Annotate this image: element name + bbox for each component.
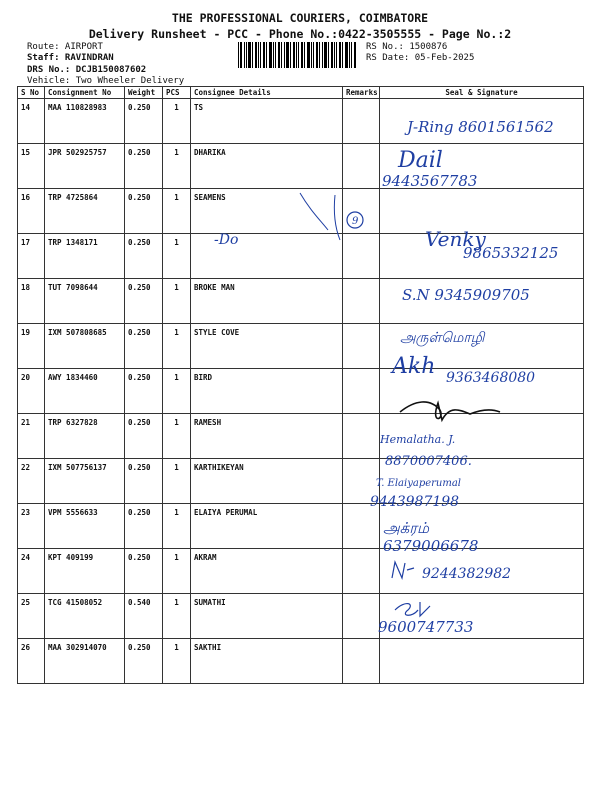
cell-sno: 22 bbox=[18, 459, 45, 504]
cell-weight: 0.250 bbox=[125, 369, 163, 414]
cell-signature bbox=[380, 324, 584, 369]
cell-remarks bbox=[343, 549, 380, 594]
cell-signature bbox=[380, 504, 584, 549]
cell-signature bbox=[380, 99, 584, 144]
drs-number: DRS No.: DCJB150087602 bbox=[27, 65, 147, 75]
signature-row14: J-Ring 8601561562 bbox=[407, 118, 554, 136]
ditto-mark-row17: -Do bbox=[214, 232, 239, 248]
cell-pcs: 1 bbox=[163, 549, 191, 594]
cell-signature bbox=[380, 234, 584, 279]
cell-remarks bbox=[343, 504, 380, 549]
cell-consignment: IXM 507808685 bbox=[45, 324, 125, 369]
cell-consignee: RAMESH bbox=[191, 414, 343, 459]
cell-consignment: AWY 1834460 bbox=[45, 369, 125, 414]
cell-sno: 16 bbox=[18, 189, 45, 234]
cell-pcs: 1 bbox=[163, 459, 191, 504]
cell-pcs: 1 bbox=[163, 144, 191, 189]
signature-row22: Hemalatha. J. bbox=[380, 433, 456, 446]
cell-pcs: 1 bbox=[163, 639, 191, 684]
cell-remarks bbox=[343, 459, 380, 504]
cell-consignment: TRP 4725864 bbox=[45, 189, 125, 234]
cell-consignee: BIRD bbox=[191, 369, 343, 414]
table-row bbox=[18, 639, 584, 684]
signature-row26-phone: 9600747733 bbox=[378, 618, 474, 636]
company-title: THE PROFESSIONAL COURIERS, COIMBATORE bbox=[171, 11, 429, 25]
cell-consignee: DHARIKA bbox=[191, 144, 343, 189]
cell-signature bbox=[380, 549, 584, 594]
route-label: Route: AIRPORT bbox=[27, 42, 103, 52]
signature-row23-phone: 9443987198 bbox=[370, 494, 460, 510]
cell-signature bbox=[380, 414, 584, 459]
cell-consignment: VPM 5556633 bbox=[45, 504, 125, 549]
table-row bbox=[18, 459, 584, 504]
cell-pcs: 1 bbox=[163, 594, 191, 639]
signature-row24: அக்ரம் bbox=[383, 519, 430, 537]
table-row bbox=[18, 504, 584, 549]
cell-weight: 0.250 bbox=[125, 234, 163, 279]
table-row bbox=[18, 549, 584, 594]
cell-weight: 0.250 bbox=[125, 459, 163, 504]
runsheet-table bbox=[17, 86, 584, 684]
barcode-image bbox=[238, 42, 356, 68]
cell-signature bbox=[380, 144, 584, 189]
signature-row17-phone: 9865332125 bbox=[463, 244, 559, 262]
cell-signature bbox=[380, 594, 584, 639]
table-row bbox=[18, 279, 584, 324]
signature-row21-name: Akh bbox=[392, 354, 436, 379]
cell-remarks bbox=[343, 369, 380, 414]
cell-consignment: TRP 6327828 bbox=[45, 414, 125, 459]
cell-consignee: TS bbox=[191, 99, 343, 144]
cell-weight: 0.250 bbox=[125, 189, 163, 234]
cell-remarks bbox=[343, 639, 380, 684]
table-row bbox=[18, 99, 584, 144]
signature-row19: S.N 9345909705 bbox=[402, 286, 530, 304]
cell-pcs: 1 bbox=[163, 279, 191, 324]
cell-sno: 15 bbox=[18, 144, 45, 189]
header-signature: Seal & Signature bbox=[380, 87, 584, 99]
cell-pcs: 1 bbox=[163, 189, 191, 234]
cell-sno: 24 bbox=[18, 549, 45, 594]
cell-signature bbox=[380, 279, 584, 324]
cell-remarks bbox=[343, 189, 380, 234]
cell-consignment: KPT 409199 bbox=[45, 549, 125, 594]
signature-row22-phone: 8870007406. bbox=[385, 454, 472, 469]
cell-consignee: STYLE COVE bbox=[191, 324, 343, 369]
cell-remarks bbox=[343, 279, 380, 324]
cell-consignment: MAA 110828983 bbox=[45, 99, 125, 144]
cell-remarks bbox=[343, 324, 380, 369]
cell-remarks bbox=[343, 144, 380, 189]
table-row bbox=[18, 414, 584, 459]
cell-pcs: 1 bbox=[163, 324, 191, 369]
cell-sno: 26 bbox=[18, 639, 45, 684]
cell-weight: 0.540 bbox=[125, 594, 163, 639]
signature-row25-phone: 9244382982 bbox=[422, 566, 512, 582]
cell-weight: 0.250 bbox=[125, 324, 163, 369]
signature-row23: T. Elaiyaperumal bbox=[376, 478, 462, 489]
cell-weight: 0.250 bbox=[125, 144, 163, 189]
cell-consignee: ELAIYA PERUMAL bbox=[191, 504, 343, 549]
runsheet-subtitle: Delivery Runsheet - PCC - Phone No.:0422-3505555 - Page No.:2 bbox=[88, 27, 512, 41]
cell-weight: 0.250 bbox=[125, 504, 163, 549]
vehicle-label: Vehicle: Two Wheeler Delivery bbox=[27, 76, 185, 86]
cell-signature bbox=[380, 189, 584, 234]
signature-row15-phone: 9443567783 bbox=[382, 172, 478, 190]
cell-sno: 20 bbox=[18, 369, 45, 414]
header-sno: S No bbox=[18, 87, 45, 99]
cell-sno: 19 bbox=[18, 324, 45, 369]
table-row bbox=[18, 234, 584, 279]
table-row bbox=[18, 594, 584, 639]
table-row bbox=[18, 324, 584, 369]
rs-date: RS Date: 05-Feb-2025 bbox=[366, 53, 475, 63]
cell-consignee: KARTHIKEYAN bbox=[191, 459, 343, 504]
cell-sno: 17 bbox=[18, 234, 45, 279]
cell-consignee: SAKTHI bbox=[191, 639, 343, 684]
cell-pcs: 1 bbox=[163, 369, 191, 414]
cell-weight: 0.250 bbox=[125, 279, 163, 324]
table-row bbox=[18, 369, 584, 414]
table-row bbox=[18, 189, 584, 234]
table-header-row bbox=[18, 87, 584, 99]
cell-consignee: AKRAM bbox=[191, 549, 343, 594]
cell-consignment: TUT 7098644 bbox=[45, 279, 125, 324]
cell-weight: 0.250 bbox=[125, 414, 163, 459]
signature-row17-name: Venky bbox=[425, 227, 486, 251]
cell-consignment: TCG 41508052 bbox=[45, 594, 125, 639]
header-pcs: PCS bbox=[163, 87, 191, 99]
cell-pcs: 1 bbox=[163, 414, 191, 459]
cell-remarks bbox=[343, 594, 380, 639]
header-remarks: Remarks bbox=[343, 87, 380, 99]
cell-pcs: 1 bbox=[163, 504, 191, 549]
cell-sno: 25 bbox=[18, 594, 45, 639]
header-weight: Weight bbox=[125, 87, 163, 99]
cell-pcs: 1 bbox=[163, 99, 191, 144]
cell-signature bbox=[380, 459, 584, 504]
table-row bbox=[18, 144, 584, 189]
cell-weight: 0.250 bbox=[125, 639, 163, 684]
cell-consignment: TRP 1348171 bbox=[45, 234, 125, 279]
cell-consignment: IXM 507756137 bbox=[45, 459, 125, 504]
cell-weight: 0.250 bbox=[125, 99, 163, 144]
cell-pcs: 1 bbox=[163, 234, 191, 279]
header-consignee: Consignee Details bbox=[191, 87, 343, 99]
cell-sno: 14 bbox=[18, 99, 45, 144]
cell-remarks bbox=[343, 234, 380, 279]
cell-consignee: SUMATHI bbox=[191, 594, 343, 639]
cell-signature bbox=[380, 369, 584, 414]
rs-number: RS No.: 1500876 bbox=[366, 42, 448, 52]
cell-consignee bbox=[191, 234, 343, 279]
cell-weight: 0.250 bbox=[125, 549, 163, 594]
signature-row15-name: Dail bbox=[398, 148, 443, 173]
cell-remarks bbox=[343, 99, 380, 144]
cell-sno: 21 bbox=[18, 414, 45, 459]
cell-remarks bbox=[343, 414, 380, 459]
signature-row24-phone: 6379006678 bbox=[383, 537, 479, 555]
cell-consignment: MAA 302914070 bbox=[45, 639, 125, 684]
staff-label: Staff: RAVINDRAN bbox=[27, 53, 114, 63]
cell-signature bbox=[380, 639, 584, 684]
cell-consignment: JPR 502925757 bbox=[45, 144, 125, 189]
signature-row21-phone: 9363468080 bbox=[446, 370, 536, 386]
signature-row20: அருள்மொழி bbox=[400, 330, 485, 346]
cell-consignee: BROKE MAN bbox=[191, 279, 343, 324]
cell-sno: 18 bbox=[18, 279, 45, 324]
cell-sno: 23 bbox=[18, 504, 45, 549]
remark-circle-number: 9 bbox=[352, 216, 359, 227]
header-consignment: Consignment No bbox=[45, 87, 125, 99]
cell-consignee: SEAMENS bbox=[191, 189, 343, 234]
